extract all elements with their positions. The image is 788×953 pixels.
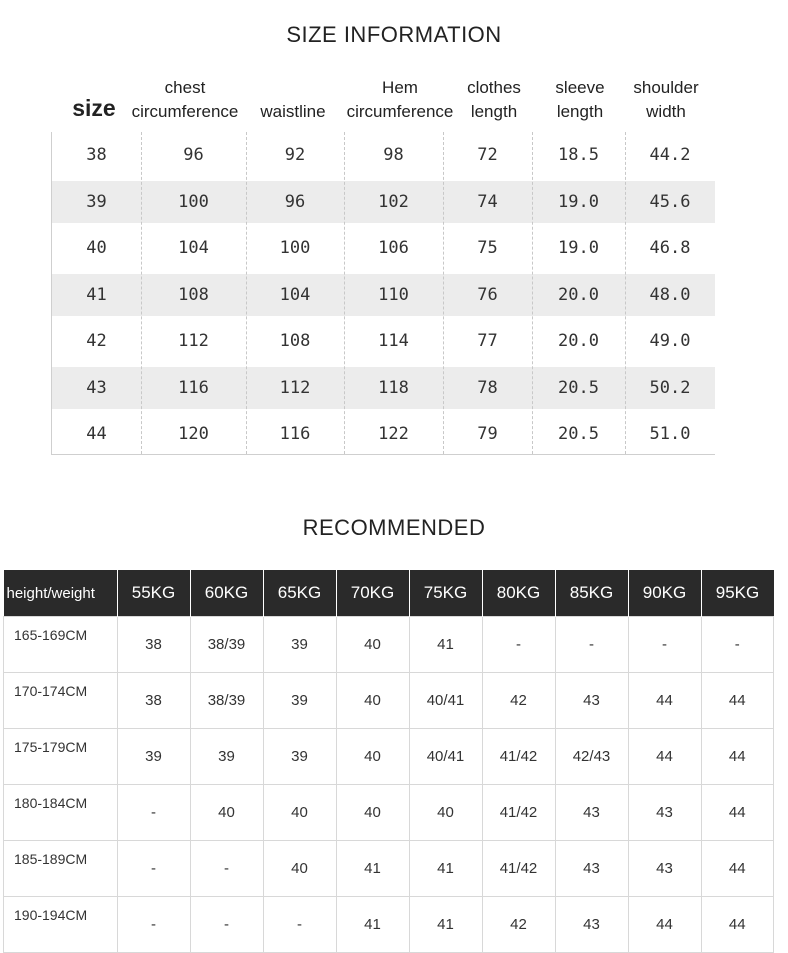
- table-row: [4, 617, 774, 673]
- column-header: 70KG: [336, 570, 409, 617]
- clothes-length-header: [460, 76, 528, 124]
- size-cell: 43: [628, 785, 701, 841]
- table-row: [4, 841, 774, 897]
- column-header: height/weight: [4, 570, 118, 617]
- size-cell: 39: [263, 673, 336, 729]
- size-cell: 41/42: [482, 785, 555, 841]
- column-header: 65KG: [263, 570, 336, 617]
- table-cell: 40: [86, 238, 107, 258]
- table-cell: 114: [378, 331, 409, 351]
- table-cell: 20.5: [558, 424, 599, 444]
- table-cell: 41: [86, 284, 107, 305]
- table-cell: 78: [477, 377, 498, 398]
- size-cell: 44: [628, 897, 701, 953]
- column-header: 55KG: [117, 570, 190, 617]
- size-cell: 44: [701, 841, 774, 897]
- size-header: size: [72, 95, 116, 121]
- table-cell: 98: [383, 145, 404, 165]
- table-cell: 20.0: [558, 331, 599, 351]
- size-cell: 38: [117, 617, 190, 673]
- column-header: 60KG: [190, 570, 263, 617]
- table-cell: 20.0: [558, 284, 599, 305]
- table-cell: 20.5: [558, 377, 599, 398]
- size-cell: 38/39: [190, 673, 263, 729]
- height-range-cell: 175-179CM: [4, 729, 118, 785]
- table-cell: 116: [178, 377, 209, 398]
- table-row: [52, 227, 715, 269]
- table-cell: 72: [477, 145, 498, 165]
- table-cell: 122: [378, 424, 409, 444]
- table-cell: 50.2: [649, 377, 691, 398]
- recommended-header-row: [4, 570, 774, 617]
- size-information-title: SIZE INFORMATION: [286, 22, 502, 47]
- table-cell: 100: [178, 191, 209, 212]
- size-cell: 40/41: [409, 673, 482, 729]
- table-cell: 76: [477, 284, 498, 305]
- table-cell: 19.0: [558, 238, 599, 258]
- size-cell: 44: [701, 897, 774, 953]
- table-cell: 19.0: [558, 191, 599, 212]
- height-range-cell: 165-169CM: [4, 617, 118, 673]
- chest-circumference-header: [124, 76, 246, 124]
- size-cell: 38/39: [190, 617, 263, 673]
- size-cell: 40: [336, 729, 409, 785]
- table-cell: 118: [378, 377, 409, 398]
- table-cell: 102: [378, 191, 409, 212]
- size-cell: -: [117, 897, 190, 953]
- table-cell: 100: [279, 238, 311, 258]
- size-cell: -: [263, 897, 336, 953]
- recommended-body: [4, 617, 774, 953]
- size-cell: -: [117, 841, 190, 897]
- table-cell: 48.0: [649, 284, 691, 305]
- size-cell: 43: [555, 841, 628, 897]
- size-cell: 40: [190, 785, 263, 841]
- shoulder-width-header: [624, 76, 708, 124]
- size-cell: 40: [263, 841, 336, 897]
- table-row: [4, 785, 774, 841]
- size-cell: -: [190, 841, 263, 897]
- table-cell: 18.5: [558, 145, 599, 165]
- table-cell: 77: [477, 331, 498, 351]
- sleeve-length-header: [542, 76, 618, 124]
- table-cell: 106: [378, 238, 409, 258]
- column-divider: [246, 132, 247, 454]
- size-cell: 44: [701, 673, 774, 729]
- table-row: [52, 181, 715, 223]
- size-cell: -: [190, 897, 263, 953]
- table-row: [52, 367, 715, 409]
- table-cell: 110: [378, 284, 409, 305]
- height-range-cell: 170-174CM: [4, 673, 118, 729]
- column-header: 90KG: [628, 570, 701, 617]
- size-cell: 44: [701, 785, 774, 841]
- table-cell: 112: [178, 331, 209, 351]
- column-header: 95KG: [701, 570, 774, 617]
- table-row: [52, 134, 715, 176]
- header-line: circumference: [346, 102, 454, 121]
- waistline-header: [252, 100, 334, 124]
- size-cell: 44: [701, 729, 774, 785]
- table-cell: 92: [284, 145, 306, 165]
- size-cell: 42: [482, 673, 555, 729]
- size-cell: -: [555, 617, 628, 673]
- size-cell: 41: [336, 841, 409, 897]
- height-range-cell: 190-194CM: [4, 897, 118, 953]
- table-cell: 49.0: [649, 331, 691, 351]
- size-cell: -: [482, 617, 555, 673]
- header-line: waistline: [260, 102, 326, 121]
- table-cell: 44.2: [649, 145, 691, 165]
- column-divider: [443, 132, 444, 454]
- size-cell: 39: [263, 617, 336, 673]
- size-cell: 43: [555, 785, 628, 841]
- height-range-cell: 180-184CM: [4, 785, 118, 841]
- column-divider: [344, 132, 345, 454]
- size-cell: 41/42: [482, 729, 555, 785]
- table-row: [52, 274, 715, 316]
- header-line: clothes: [467, 78, 521, 97]
- size-cell: 38: [117, 673, 190, 729]
- column-header: 75KG: [409, 570, 482, 617]
- table-cell: 51.0: [649, 424, 691, 444]
- column-header: 80KG: [482, 570, 555, 617]
- column-header: 85KG: [555, 570, 628, 617]
- table-cell: 104: [279, 284, 311, 305]
- header-line: length: [470, 102, 518, 121]
- size-cell: 39: [190, 729, 263, 785]
- hem-circumference-header: [340, 76, 460, 124]
- table-cell: 112: [279, 377, 311, 398]
- size-cell: -: [628, 617, 701, 673]
- size-cell: 41/42: [482, 841, 555, 897]
- size-cell: 43: [555, 673, 628, 729]
- table-cell: 38: [86, 145, 107, 165]
- table-cell: 43: [86, 377, 107, 398]
- column-divider: [625, 132, 626, 454]
- size-cell: 39: [263, 729, 336, 785]
- size-cell: 40: [336, 673, 409, 729]
- table-cell: 108: [178, 284, 209, 305]
- size-cell: 40: [336, 785, 409, 841]
- size-cell: 40: [409, 785, 482, 841]
- size-cell: 43: [628, 841, 701, 897]
- table-cell: 45.6: [649, 191, 691, 212]
- size-cell: 40/41: [409, 729, 482, 785]
- size-cell: 42: [482, 897, 555, 953]
- table-cell: 42: [86, 331, 107, 351]
- recommended-table: [3, 570, 774, 953]
- size-cell: 41: [409, 897, 482, 953]
- recommended-title: RECOMMENDED: [302, 515, 486, 540]
- table-row: [4, 673, 774, 729]
- size-cell: 41: [336, 897, 409, 953]
- header-line: chest: [164, 78, 206, 97]
- column-divider: [141, 132, 142, 454]
- header-line: shoulder: [633, 78, 699, 97]
- table-cell: 120: [178, 424, 209, 444]
- table-row: [52, 320, 715, 362]
- table-cell: 39: [86, 191, 107, 212]
- header-line: Hem: [382, 78, 418, 97]
- size-cell: 41: [409, 841, 482, 897]
- table-cell: 75: [477, 238, 498, 258]
- header-line: width: [646, 102, 686, 121]
- header-line: sleeve: [555, 78, 605, 97]
- table-row: [4, 729, 774, 785]
- size-cell: 40: [263, 785, 336, 841]
- table-cell: 44: [86, 424, 107, 444]
- column-divider: [532, 132, 533, 454]
- size-cell: 44: [628, 729, 701, 785]
- size-cell: 39: [117, 729, 190, 785]
- header-line: length: [556, 102, 604, 121]
- size-cell: 40: [336, 617, 409, 673]
- height-range-cell: 185-189CM: [4, 841, 118, 897]
- size-cell: 43: [555, 897, 628, 953]
- table-row: [52, 413, 715, 455]
- size-table: [51, 132, 715, 455]
- table-cell: 96: [284, 191, 306, 212]
- table-cell: 74: [477, 191, 498, 212]
- table-cell: 108: [279, 331, 311, 351]
- table-cell: 79: [477, 424, 498, 444]
- size-cell: 41: [409, 617, 482, 673]
- table-cell: 46.8: [649, 238, 691, 258]
- size-cell: -: [117, 785, 190, 841]
- table-cell: 96: [183, 145, 204, 165]
- size-cell: -: [701, 617, 774, 673]
- size-table-header: [0, 76, 788, 131]
- size-cell: 42/43: [555, 729, 628, 785]
- table-cell: 116: [279, 424, 311, 444]
- table-cell: 104: [178, 238, 209, 258]
- size-cell: 44: [628, 673, 701, 729]
- header-line: circumference: [131, 102, 239, 121]
